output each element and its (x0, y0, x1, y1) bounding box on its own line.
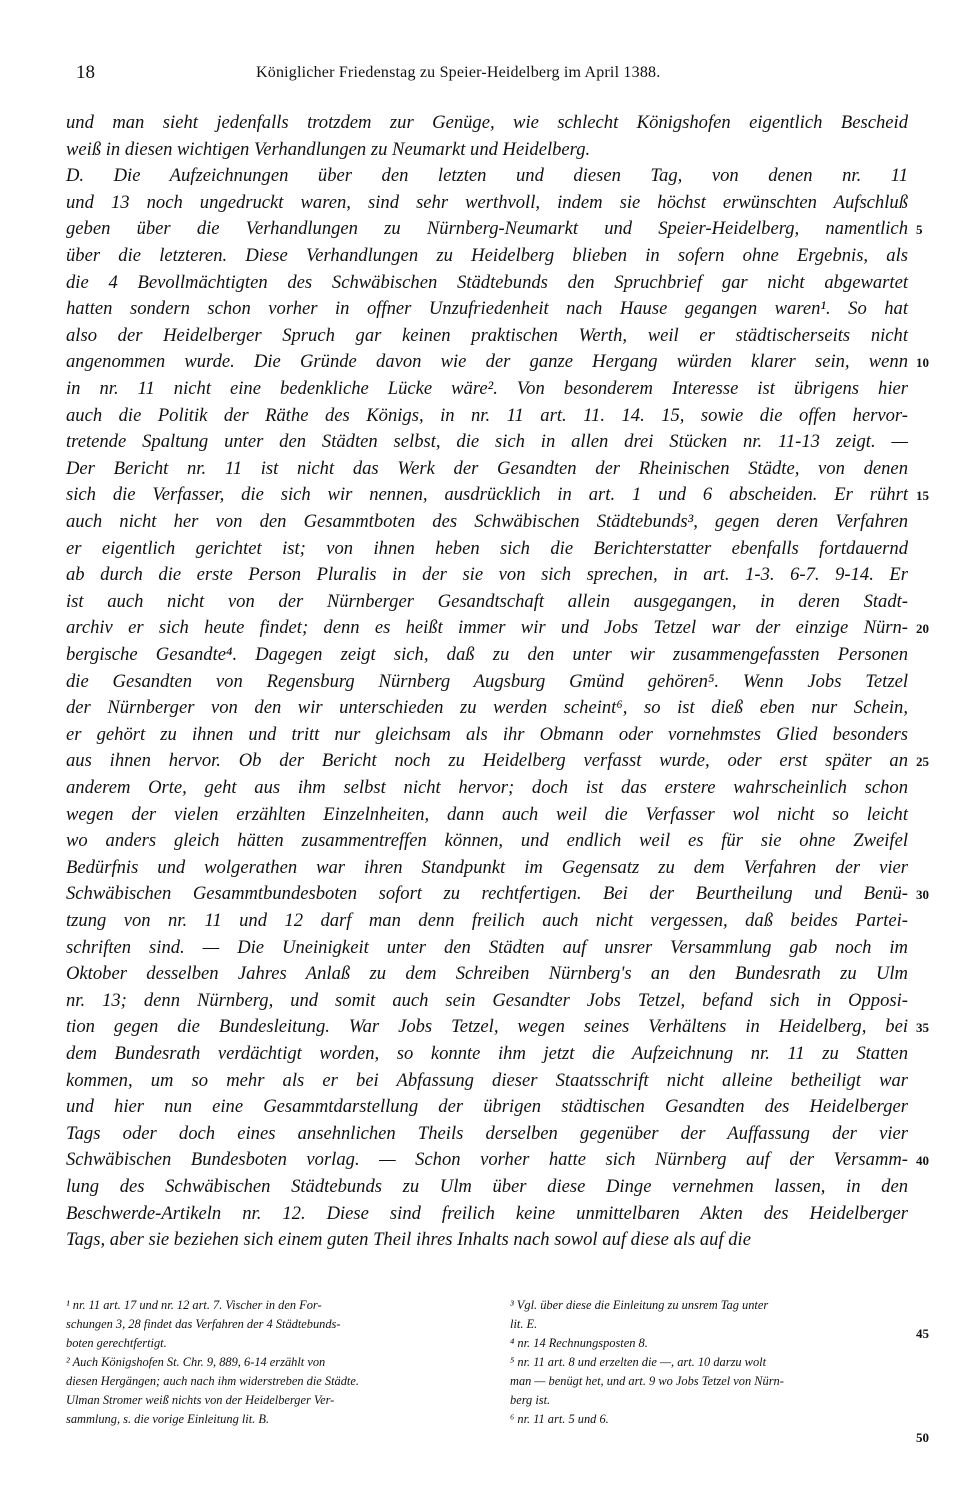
footnote-line: ⁵ nr. 11 art. 8 und erzelten die —, art. 10 darzu wolt (510, 1355, 767, 1369)
body-line: kommen, um so mehr als er bei Abfassung dieser Staatsschrift nicht alleine betheiligt war (66, 1069, 908, 1091)
body-line: ab durch die erste Person Pluralis in der sie von sich sprechen, in art. 1-3. 6-7. 9-14. Er (66, 564, 908, 586)
body-line: ist auch nicht von der Nürnberger Gesandtschaft allein ausgegangen, in deren Stadt- (66, 590, 908, 612)
footnote-line: man — benügt het, und art. 9 wo Jobs Tetzel von Nürn- (510, 1374, 784, 1388)
footnote-line: schungen 3, 28 findet das Verfahren der 4 Städtebunds- (66, 1317, 341, 1331)
footnote-line: boten gerechtfertigt. (66, 1336, 167, 1350)
footnote-line: sammlung, s. die vorige Einleitung lit. B. (66, 1412, 270, 1426)
page-number: 18 (76, 62, 95, 83)
body-line: aus ihnen hervor. Ob der Bericht noch zu Heidelberg verfasst wurde, oder erst später an (66, 750, 908, 772)
body-line: wegen der vielen erzählten Einzelnheiten, dann auch weil die Verfasser wol nicht so leicht (66, 803, 908, 825)
body-line: Schwäbischen Bundesboten vorlag. — Schon vorher hatte sich Nürnberg auf der Versamm- (66, 1149, 908, 1171)
body-line: und man sieht jedenfalls trotzdem zur Genüge, wie schlecht Königshofen eigentlich Bescheid (66, 112, 908, 133)
body-line: dem Bundesrath verdächtigt worden, so konnte ihm jetzt die Aufzeichnung nr. 11 zu Statten (66, 1043, 908, 1064)
body-line: archiv er sich heute findet; denn es heißt immer wir und Jobs Tetzel war der einzige Nürn- (66, 617, 908, 639)
body-line: auch die Politik der Räthe des Königs, in nr. 11 art. 11. 14. 15, sowie die offen hervor- (66, 404, 908, 426)
body-line: und 13 noch ungedruckt waren, sind sehr werthvoll, indem sie höchst erwünschten Aufschluß (66, 191, 908, 213)
body-line: hatten sondern schon vorher in offner Unzufriedenheit nach Hause gegangen waren¹. So hat (66, 298, 908, 320)
line-number: 10 (916, 355, 929, 371)
line-number: 40 (916, 1153, 929, 1169)
line-number: 20 (916, 621, 929, 637)
footnote-line: ⁴ nr. 14 Rechnungsposten 8. (510, 1336, 648, 1350)
body-line: in nr. 11 nicht eine bedenkliche Lücke wäre². Von besonderem Interesse ist übrigens hier (66, 378, 908, 399)
footnotes-right-column (510, 1296, 910, 1429)
footnotes-left-column (66, 1296, 476, 1429)
body-line: Der Bericht nr. 11 ist nicht das Werk der Gesandten der Rheinischen Städte, von denen (66, 457, 908, 479)
line-number: 25 (916, 754, 929, 770)
body-line: die Gesandten von Regensburg Nürnberg Augsburg Gmünd gehören⁵. Wenn Jobs Tetzel (66, 670, 908, 692)
body-line: tretende Spaltung unter den Städten selbst, die sich in allen drei Stücken nr. 11-13 zeigt. — (66, 431, 908, 453)
footnote-line: ⁶ nr. 11 art. 5 und 6. (510, 1412, 609, 1426)
footnote-line: lit. E. (510, 1317, 538, 1331)
line-number: 50 (916, 1430, 929, 1445)
page-header (66, 62, 916, 92)
running-title: Königlicher Friedenstag zu Speier-Heidelberg im April 1388. (256, 64, 661, 81)
body-line: Oktober desselben Jahres Anlaß zu dem Schreiben Nürnberg's an den Bundesrath zu Ulm (66, 963, 908, 985)
body-line: Beschwerde-Artikeln nr. 12. Diese sind freilich keine unmittelbaren Akten des Heidelberger (66, 1202, 908, 1224)
body-line: D. Die Aufzeichnungen über den letzten und diesen Tag, von denen nr. 11 (66, 165, 908, 187)
body-line: nr. 13; denn Nürnberg, und somit auch sein Gesandter Jobs Tetzel, befand sich in Opposi- (66, 989, 908, 1011)
footnote-line: berg ist. (510, 1393, 551, 1407)
body-line: Tags, aber sie beziehen sich einem guten Theil ihres Inhalts nach sowol auf diese als auf die (66, 1229, 751, 1251)
line-number: 35 (916, 1020, 929, 1036)
body-line: also der Heidelberger Spruch gar keinen praktischen Werth, weil er städtischerseits nicht (66, 324, 908, 346)
body-line: sich die Verfasser, die sich wir nennen, ausdrücklich in art. 1 und 6 abscheiden. Er rührt (66, 484, 908, 506)
body-line: er gehört zu ihnen und tritt nur gleichsam als ihr Obmann oder vornehmstes Glied besonders (66, 723, 908, 745)
line-number: 5 (916, 222, 923, 238)
body-line: über die letzteren. Diese Verhandlungen zu Heidelberg blieben in sofern ohne Ergebnis, als (66, 245, 908, 266)
body-line: wo anders gleich hätten zusammentreffen können, und endlich weil es für sie ohne Zweifel (66, 830, 908, 852)
body-line: geben über die Verhandlungen zu Nürnberg-Neumarkt und Speier-Heidelberg, namentlich (66, 218, 908, 240)
body-line: weiß in diesen wichtigen Verhandlungen zu Neumarkt und Heidelberg. (66, 138, 591, 160)
body-line: Tags oder doch eines ansehnlichen Theils derselben gegenüber der Auffassung der vier (66, 1122, 908, 1144)
body-line: auch nicht her von den Gesammtboten des Schwäbischen Städtebunds³, gegen deren Verfahren (66, 511, 908, 532)
footnote-line: ² Auch Königshofen St. Chr. 9, 889, 6-14 erzählt von (66, 1355, 326, 1369)
line-number: 15 (916, 488, 929, 504)
footnote-line: ³ Vgl. über diese die Einleitung zu unsrem Tag unter (510, 1298, 769, 1312)
body-line: angenommen wurde. Die Gründe davon wie der ganze Hergang würden klarer sein, wenn (66, 351, 908, 373)
body-line: der Nürnberger von den wir unterschieden zu werden scheint⁶, so ist dieß eben nur Schein, (66, 697, 908, 719)
footnote-line: Ulman Stromer weiß nichts von der Heidelberger Ver- (66, 1393, 335, 1407)
footnote-line: diesen Hergängen; auch nach ihm widerstreben die Städte. (66, 1374, 359, 1388)
body-line: tion gegen die Bundesleitung. War Jobs Tetzel, wegen seines Verhältens in Heidelberg, bei (66, 1016, 908, 1038)
body-line: Schwäbischen Gesammtbundesboten sofort zu rechtfertigen. Bei der Beurtheilung und Benü- (66, 883, 908, 905)
footnote-line: ¹ nr. 11 art. 17 und nr. 12 art. 7. Vischer in den For- (66, 1298, 322, 1312)
body-line: lung des Schwäbischen Städtebunds zu Ulm über diese Dinge vernehmen lassen, in den (66, 1176, 908, 1197)
body-line: schriften sind. — Die Uneinigkeit unter den Städten auf unsrer Versammlung gab noch im (66, 936, 908, 958)
body-line: er eigentlich gerichtet ist; von ihnen heben sich die Berichterstatter ebenfalls fortdauernd (66, 537, 908, 559)
body-line: bergische Gesandte⁴. Dagegen zeigt sich, daß zu den unter wir zusammengefassten Personen (66, 644, 908, 665)
body-line: und hier nun eine Gesammtdarstellung der übrigen städtischen Gesandten des Heidelberger (66, 1096, 908, 1118)
body-line: Bedürfnis und wolgerathen war ihren Standpunkt im Gegensatz zu dem Verfahren der vier (66, 856, 908, 878)
body-line: tzung von nr. 11 und 12 darf man denn freilich auch nicht vergessen, daß beides Partei- (66, 910, 908, 931)
body-line: die 4 Bevollmächtigten des Schwäbischen Städtebunds den Spruchbrief gar nicht abgewartet (66, 271, 908, 293)
line-number: 30 (916, 887, 929, 903)
line-number: 45 (916, 1326, 929, 1341)
body-line: anderem Orte, geht aus ihm selbst nicht hervor; doch ist das erstere wahrscheinlich schon (66, 777, 908, 798)
